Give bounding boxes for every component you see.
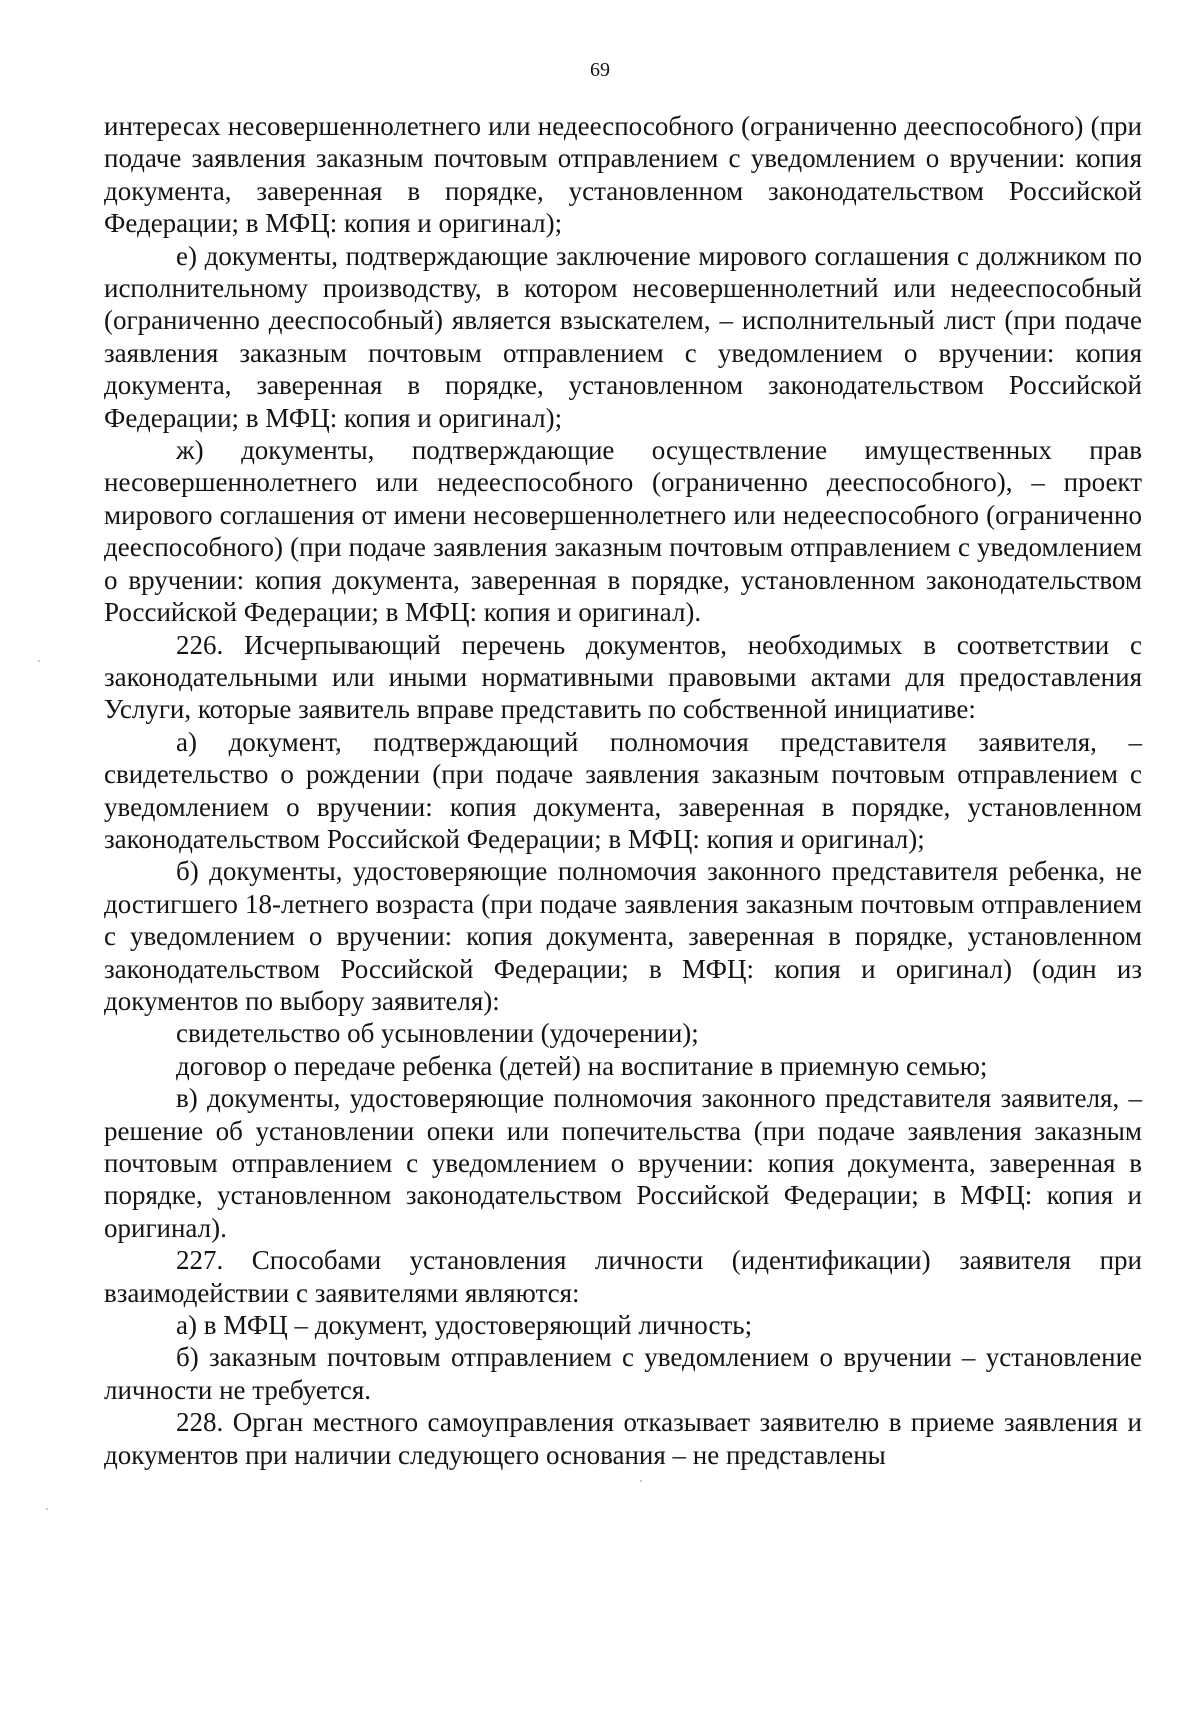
paragraph-228: 228. Орган местного самоуправления отказывает заявителю в приеме заявления и документов при наличии следующего основания – не представлены [104, 1407, 1142, 1470]
scan-speck [640, 1480, 642, 1482]
paragraph-foster-agreement: договор о передаче ребенка (детей) на воспитание в приемную семью; [176, 1050, 988, 1081]
paragraph-226: 226. Исчерпывающий перечень документов, необходимых в соответствии с законодательными или иными нормативными правовыми актами для предоставления Услуги, которые заявитель вправе представить по собственной инициативе: [104, 629, 1142, 725]
paragraph-226-item-b: б) документы, удостоверяющие полномочия законного представителя ребенка, не достигшего 18-летнего возраста (при подаче заявления заказным почтовым отправлением с уведомлением о вручении: копия документа, заверенная в порядке, установленном законодательством Российской Федерации; в МФЦ: копия и оригинал) (один из документов по выбору заявителя): [104, 856, 1142, 1016]
scan-speck [38, 660, 40, 662]
paragraph-226-item-v: в) документы, удостоверяющие полномочия законного представителя заявителя, – решение об установлении опеки или попечительства (при подаче заявления заказным почтовым отправлением с уведомлением о вручении: копия документа, заверенная в порядке, установленном законодательством Российской Федерации; в МФЦ: копия и оригинал). [104, 1083, 1142, 1243]
paragraph-continuation: интересах несовершеннолетнего или недееспособного (ограниченно дееспособного) (при подаче заявления заказным почтовым отправлением с уведомлением о вручении: копия документа, заверенная в порядке, установленном законодательством Российской Федерации; в МФЦ: копия и оригинал); [104, 111, 1142, 239]
paragraph-adoption-certificate: свидетельство об усыновлении (удочерении); [176, 1018, 699, 1049]
paragraph-227-item-a: а) в МФЦ – документ, удостоверяющий личность; [176, 1310, 753, 1341]
paragraph-item-e: е) документы, подтверждающие заключение мирового соглашения с должником по исполнительному производству, в котором несовершеннолетний или недееспособный (ограниченно дееспособный) является взыскателем, – исполнительный лист (при подаче заявления заказным почтовым отправлением с уведомлением о вручении: копия документа, заверенная в порядке, установленном законодательством Российской Федерации; в МФЦ: копия и оригинал); [104, 240, 1142, 433]
paragraph-227-item-b: б) заказным почтовым отправлением с уведомлением о вручении – установление личности не требуется. [104, 1342, 1142, 1405]
page-number: 69 [590, 59, 610, 81]
document-body [104, 110, 1142, 1471]
paragraph-226-item-a: а) документ, подтверждающий полномочия представителя заявителя, – свидетельство о рождении (при подаче заявления заказным почтовым отправлением с уведомлением о вручении: копия документа, заверенная в порядке, установленном законодательством Российской Федерации; в МФЦ: копия и оригинал); [104, 726, 1142, 854]
scan-speck [46, 1508, 48, 1510]
paragraph-227: 227. Способами установления личности (идентификации) заявителя при взаимодействии с заявителями являются: [104, 1245, 1142, 1308]
paragraph-item-zh: ж) документы, подтверждающие осуществление имущественных прав несовершеннолетнего или недееспособного (ограниченно дееспособного), – проект мирового соглашения от имени несовершеннолетнего или недееспособного (ограниченно дееспособного) (при подаче заявления заказным почтовым отправлением с уведомлением о вручении: копия документа, заверенная в порядке, установленном законодательством Российской Федерации; в МФЦ: копия и оригинал). [104, 435, 1142, 628]
